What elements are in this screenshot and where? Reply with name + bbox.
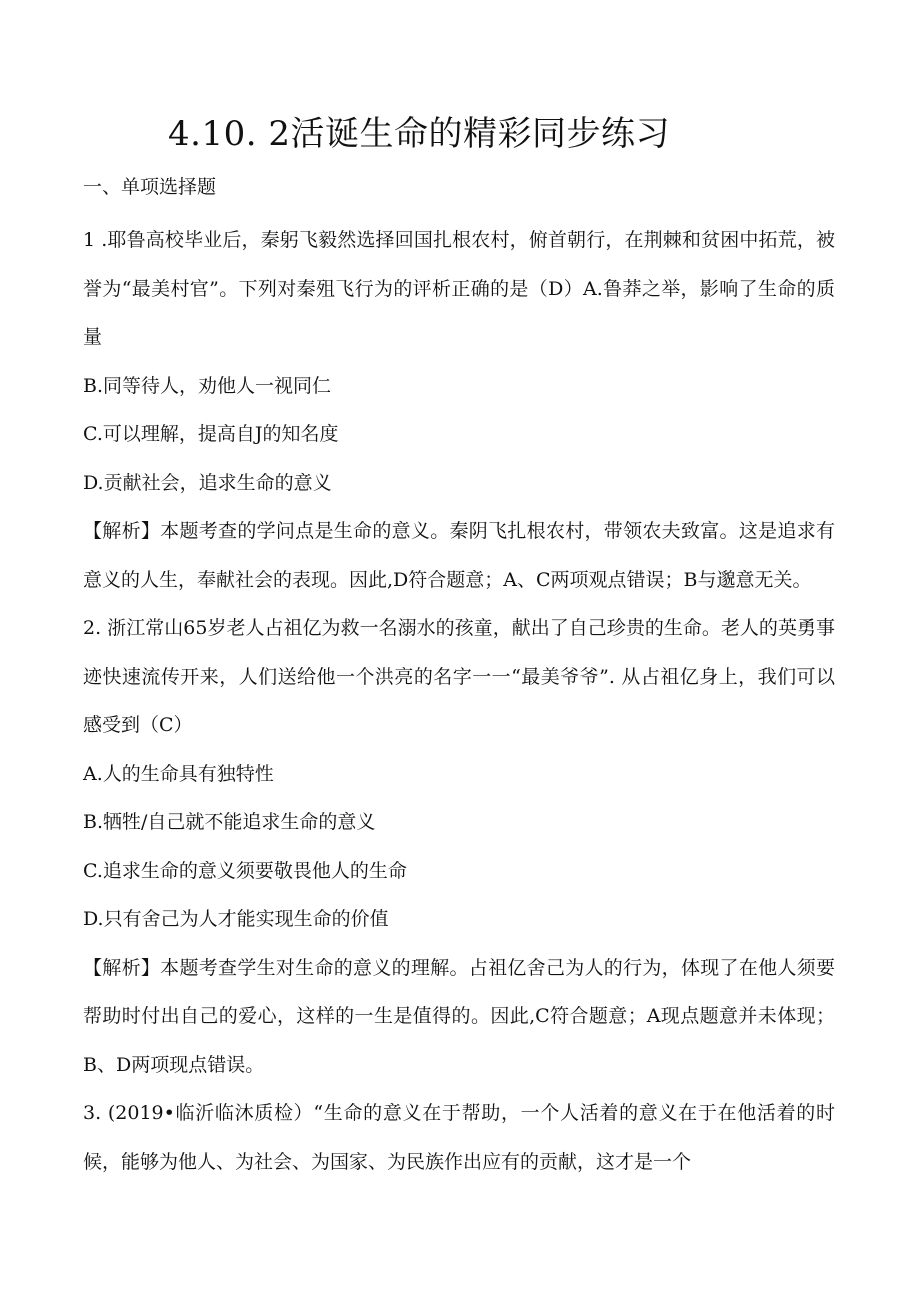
answer-option: B.牺牲/自己就不能追求生命的意义 [83,811,376,833]
answer-option: D.只有舍己为人才能实现生命的价值 [83,908,389,930]
answer-option: B.同等待人，劝他人一视同仁 [83,374,332,397]
question-3 [83,1089,835,1186]
answer-option: C.追求生命的意义须要敬畏他人的生命 [83,859,407,882]
document-title: 4.10. 2活诞生命的精彩同步练习 [168,114,670,154]
question-stem: 3. (2019•临沂临沐质检）“生命的意义在于帮助，一个人活着的意义在于在他活着的时候，能够为他人、为社会、为国家、为民族作出应有的贡献，这才是一个 [83,1102,835,1173]
document-body [83,216,835,1186]
analysis-paragraph: 【解析】本题考查学生对生命的意义的理解。占祖亿舍己为人的行为，体现了在他人须要帮助时付出自己的爱心，这样的一生是值得的。因此,C符合题意；A现点题意并未体现；B、D两项现点错误。 [83,956,835,1076]
question-stem: 1 .耶鲁高校毕业后，秦躬飞毅然选择回国扎根农村，俯首朝行，在荆棘和贫困中拓荒，被誉为“最美村官”。下列对秦殂飞行为的评析正确的是（D）A.鲁莽之举，影响了生命的质量 [83,229,835,348]
answer-option: C.可以理解，提高自J的知名度 [83,423,339,445]
answer-option: D.贡献社会，追求生命的意义 [83,471,332,494]
section-heading: 一、单项选择题 [83,176,217,198]
question-stem: 2. 浙江常山65岁老人占祖亿为救一名溺水的孩童，献出了自己珍贵的生命。老人的英勇事迹快速流传开来，人们送给他一个洪亮的名字一一“最美爷爷”. 从占祖亿身上，我们可以感受到（C） [83,617,835,736]
question-1 [83,216,835,604]
analysis-paragraph: 【解析】本题考查的学问点是生命的意义。秦阴飞扎根农村，带领农夫致富。这是追求有意义的人生，奉献社会的表现。因此,D符合题意；A、C两项观点错误；B与邈意无关。 [83,520,835,591]
answer-option: A.人的生命具有独特性 [83,762,274,785]
question-2 [83,604,835,1089]
